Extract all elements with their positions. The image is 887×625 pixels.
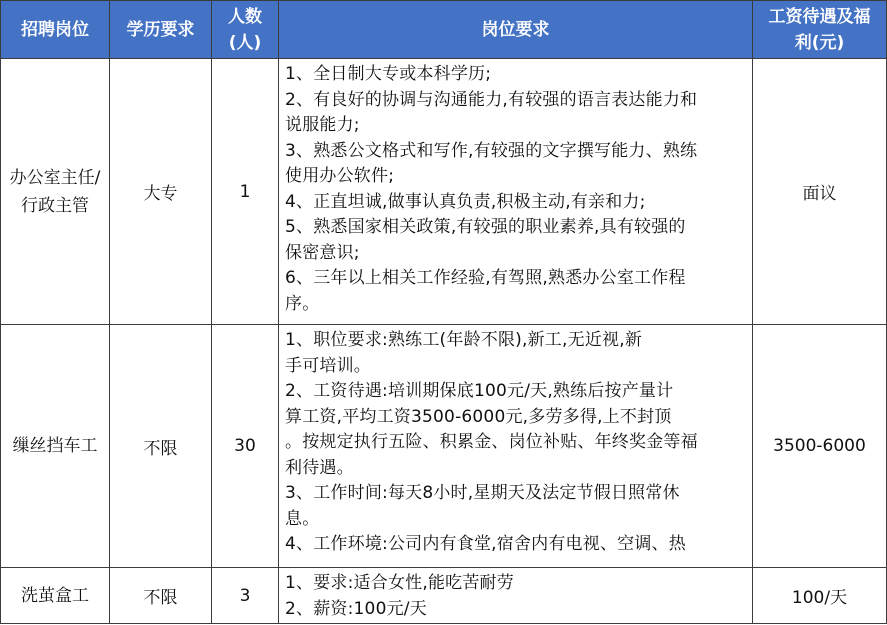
requirements-cell bbox=[279, 325, 753, 568]
count-cell: 3 bbox=[212, 568, 279, 624]
position-name-line1: 洗茧盒工 bbox=[21, 585, 89, 606]
requirement-line: 保密意识; bbox=[285, 242, 360, 263]
position-name-line1: 缫丝挡车工 bbox=[12, 436, 98, 456]
table-row bbox=[1, 325, 887, 568]
requirements-cell bbox=[279, 59, 753, 325]
requirements-text bbox=[279, 59, 752, 324]
table-row bbox=[1, 59, 887, 325]
header-count-line2: (人) bbox=[228, 32, 262, 53]
count-cell: 1 bbox=[212, 59, 279, 325]
position-name-line2: 行政主管 bbox=[21, 195, 89, 216]
header-salary-line1: 工资待遇及福 bbox=[768, 6, 871, 27]
requirement-line: 息。 bbox=[285, 508, 320, 529]
requirement-line: 2、薪资:100元/天 bbox=[285, 598, 427, 619]
header-education: 学历要求 bbox=[110, 1, 212, 59]
count-cell: 30 bbox=[212, 325, 279, 568]
table-row bbox=[1, 568, 887, 624]
requirement-line: 2、工资待遇:培训期保底100元/天,熟练后按产量计 bbox=[285, 381, 674, 401]
requirements-text bbox=[279, 325, 752, 567]
requirement-line: 3、工作时间:每天8小时,星期天及法定节假日照常休 bbox=[285, 483, 680, 503]
position-cell bbox=[1, 325, 110, 568]
education-cell: 大专 bbox=[110, 59, 212, 325]
requirements-text bbox=[279, 568, 752, 623]
requirement-line: 1、要求:适合女性,能吃苦耐劳 bbox=[285, 573, 514, 593]
requirement-line: 4、工作环境:公司内有食堂,宿舍内有电视、空调、热 bbox=[285, 534, 686, 554]
position-cell bbox=[1, 59, 110, 325]
salary-cell: 3500-6000 bbox=[753, 325, 887, 568]
header-requirements: 岗位要求 bbox=[279, 1, 753, 59]
requirement-line: 手可培训。 bbox=[285, 355, 371, 376]
requirement-line: 3、熟悉公文格式和写作,有较强的文字撰写能力、熟练 bbox=[285, 140, 698, 161]
requirement-line: 1、全日制大专或本科学历; bbox=[285, 64, 492, 84]
education-cell: 不限 bbox=[110, 568, 212, 624]
requirement-line: 使用办公软件; bbox=[285, 166, 395, 186]
requirement-line: 2、有良好的协调与沟通能力,有较强的语言表达能力和 bbox=[285, 89, 698, 110]
position-name-line1: 办公室主任/ bbox=[9, 167, 101, 188]
requirement-line: 利待遇。 bbox=[285, 457, 354, 478]
header-row bbox=[1, 1, 887, 59]
header-position: 招聘岗位 bbox=[1, 1, 110, 59]
position-cell bbox=[1, 568, 110, 624]
requirement-line: 算工资,平均工资3500-6000元,多劳多得,上不封顶 bbox=[285, 406, 672, 427]
salary-cell: 100/天 bbox=[753, 568, 887, 624]
requirement-line: 1、职位要求:熟练工(年龄不限),新工,无近视,新 bbox=[285, 330, 643, 350]
salary-cell: 面议 bbox=[753, 59, 887, 325]
requirements-cell bbox=[279, 568, 753, 624]
education-cell: 不限 bbox=[110, 325, 212, 568]
requirement-line: 序。 bbox=[285, 293, 320, 314]
requirement-line: 。按规定执行五险、积累金、岗位补贴、年终奖金等福 bbox=[285, 432, 698, 452]
requirement-line: 5、熟悉国家相关政策,有较强的职业素养,具有较强的 bbox=[285, 217, 686, 237]
header-count bbox=[212, 1, 279, 59]
header-salary-line2: 利(元) bbox=[794, 32, 845, 53]
requirement-line: 说服能力; bbox=[285, 115, 360, 135]
header-salary bbox=[753, 1, 887, 59]
requirement-line: 6、三年以上相关工作经验,有驾照,熟悉办公室工作程 bbox=[285, 268, 686, 288]
requirement-line: 4、正直坦诚,做事认真负责,积极主动,有亲和力; bbox=[285, 191, 646, 212]
header-count-line1: 人数 bbox=[228, 6, 262, 27]
